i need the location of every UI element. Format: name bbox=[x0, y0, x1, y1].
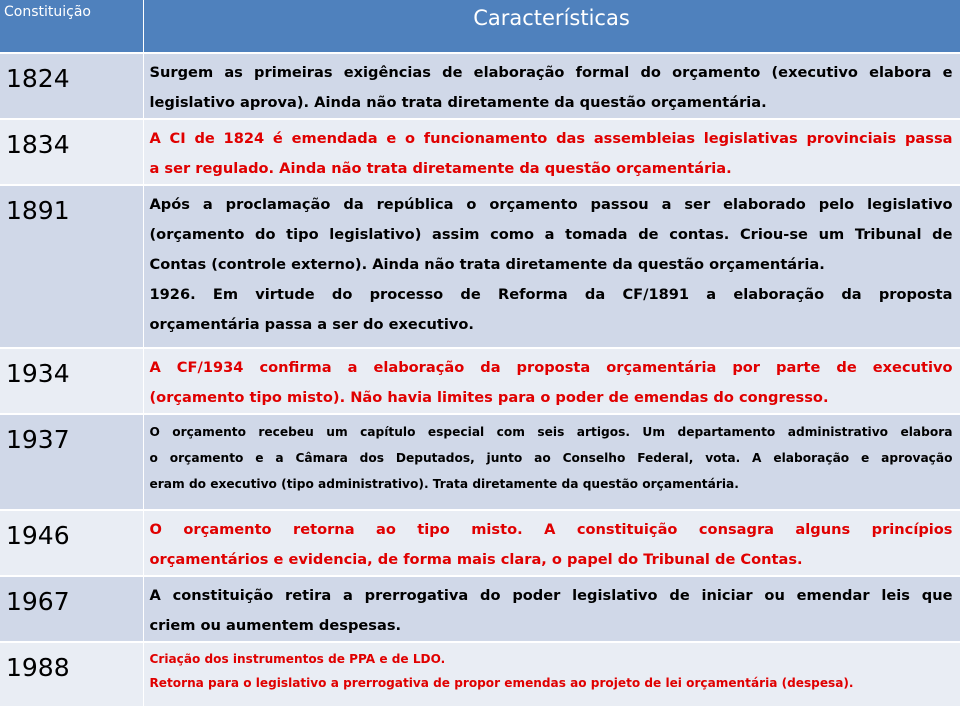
description-cell bbox=[143, 576, 960, 642]
description-line: Criação dos instrumentos de PPA e de LDO. bbox=[149, 652, 446, 666]
table-row bbox=[0, 576, 960, 642]
table-row bbox=[0, 414, 960, 510]
year-cell: 1891 bbox=[0, 185, 143, 348]
year-cell: 1967 bbox=[0, 576, 143, 642]
description-line: Contas (controle externo). Ainda não trata diretamente da questão orçamentária. bbox=[149, 256, 825, 273]
description-line: A CI de 1824 é emendada e o funcionamento das assembleias legislativas provinciais passa bbox=[149, 130, 953, 147]
table-row bbox=[0, 185, 960, 348]
description-line: Após a proclamação da república o orçamento passou a ser elaborado pelo legislativo bbox=[149, 196, 953, 213]
description-line: O orçamento recebeu um capítulo especial com seis artigos. Um departamento administrativo elabora bbox=[149, 425, 953, 439]
description-line: (orçamento do tipo legislativo) assim como a tomada de contas. Criou-se um Tribunal de bbox=[149, 226, 953, 243]
header-row bbox=[0, 0, 960, 53]
description-line: orçamentários e evidencia, de forma mais clara, o papel do Tribunal de Contas. bbox=[149, 551, 803, 568]
year-cell: 1934 bbox=[0, 348, 143, 414]
description-cell bbox=[143, 119, 960, 185]
description-line: O orçamento retorna ao tipo misto. A constituição consagra alguns princípios bbox=[149, 521, 953, 538]
description-line: Surgem as primeiras exigências de elaboração formal do orçamento (executivo elabora e bbox=[149, 64, 953, 81]
year-cell: 1824 bbox=[0, 53, 143, 119]
table-row bbox=[0, 53, 960, 119]
year-cell: 1946 bbox=[0, 510, 143, 576]
description-line: 1926. Em virtude do processo de Reforma da CF/1891 a elaboração da proposta bbox=[149, 286, 953, 303]
description-line: A constituição retira a prerrogativa do poder legislativo de iniciar ou emendar leis que bbox=[149, 587, 953, 604]
description-cell bbox=[143, 53, 960, 119]
description-line: orçamentária passa a ser do executivo. bbox=[149, 316, 474, 333]
table-row bbox=[0, 348, 960, 414]
description-line: o orçamento e a Câmara dos Deputados, junto ao Conselho Federal, vota. A elaboração e aprovação bbox=[149, 451, 953, 465]
description-line: legislativo aprova). Ainda não trata diretamente da questão orçamentária. bbox=[149, 94, 767, 111]
header-constituicao: Constituição bbox=[0, 0, 143, 53]
description-line: Retorna para o legislativo a prerrogativa de propor emendas ao projeto de lei orçamentária (despesa). bbox=[149, 676, 854, 690]
description-cell bbox=[143, 185, 960, 348]
description-line: A CF/1934 confirma a elaboração da proposta orçamentária por parte de executivo bbox=[149, 359, 953, 376]
description-line: criem ou aumentem despesas. bbox=[149, 617, 402, 634]
description-cell bbox=[143, 348, 960, 414]
description-line: (orçamento tipo misto). Não havia limites para o poder de emendas do congresso. bbox=[149, 389, 829, 406]
table-row bbox=[0, 642, 960, 707]
description-cell bbox=[143, 642, 960, 707]
year-cell: 1988 bbox=[0, 642, 143, 707]
year-cell: 1937 bbox=[0, 414, 143, 510]
header-caracteristicas: Características bbox=[143, 0, 960, 53]
year-cell: 1834 bbox=[0, 119, 143, 185]
description-line: eram do executivo (tipo administrativo). Trata diretamente da questão orçamentária. bbox=[149, 477, 739, 491]
table-row bbox=[0, 119, 960, 185]
table-row bbox=[0, 510, 960, 576]
description-cell bbox=[143, 510, 960, 576]
description-line: a ser regulado. Ainda não trata diretamente da questão orçamentária. bbox=[149, 160, 732, 177]
description-cell bbox=[143, 414, 960, 510]
